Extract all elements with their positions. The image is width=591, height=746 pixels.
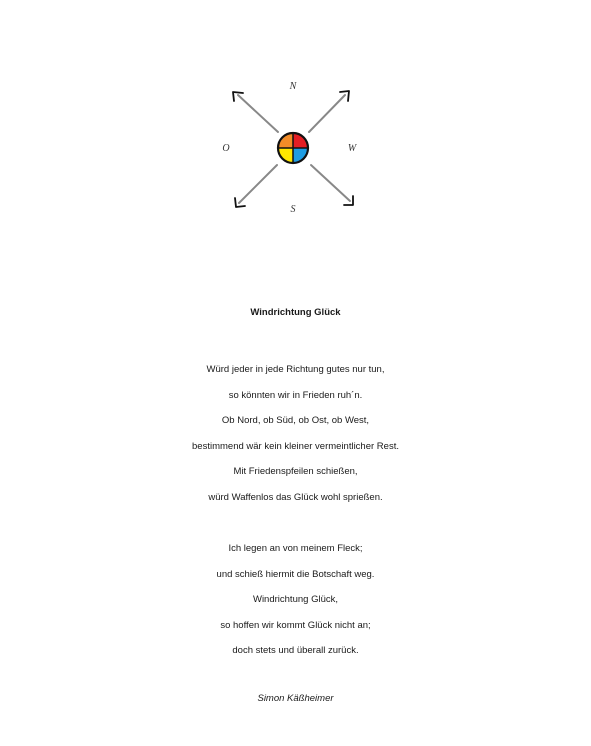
compass-graphic [0,0,591,240]
poem-line: Windrichtung Glück, [252,594,338,605]
arrow-shaft-sw [239,165,277,203]
arrow-shaft-se [311,165,350,201]
poem-line: würd Waffenlos das Glück wohl sprießen. [208,491,383,503]
direction-north: N [289,81,297,92]
poem-line: so könnten wir in Frieden ruh´n. [228,389,363,401]
arrow-head-nw-icon [233,92,243,101]
poem-line: bestimmend wär kein kleiner vermeintlicher Rest. [192,440,399,452]
poem-line: Ob Nord, ob Süd, ob Ost, ob West, [221,415,370,426]
poem-line: so hoffen wir kommt Glück nicht an; [220,619,371,631]
direction-left: O [222,143,230,154]
direction-right: W [347,143,357,154]
poem-line: Mit Friedenspfeilen schießen, [233,466,358,477]
direction-south: S [290,204,296,215]
poem-line: doch stets und überall zurück. [232,645,359,656]
stanza-1 [0,363,591,516]
poem [0,306,591,715]
arrow-shaft-nw [238,95,278,132]
arrow-shaft-ne [309,95,345,132]
compass-center-disc [278,133,308,163]
stanza-2 [0,542,591,670]
poem-line: Ich legen an von meinem Fleck; [228,543,363,554]
poem-author: Simon Käßheimer [257,692,334,704]
poem-line: Würd jeder in jede Richtung gutes nur tun, [206,364,385,375]
poem-title: Windrichtung Glück [250,307,341,318]
poem-line: und schieß hiermit die Botschaft weg. [216,568,375,580]
